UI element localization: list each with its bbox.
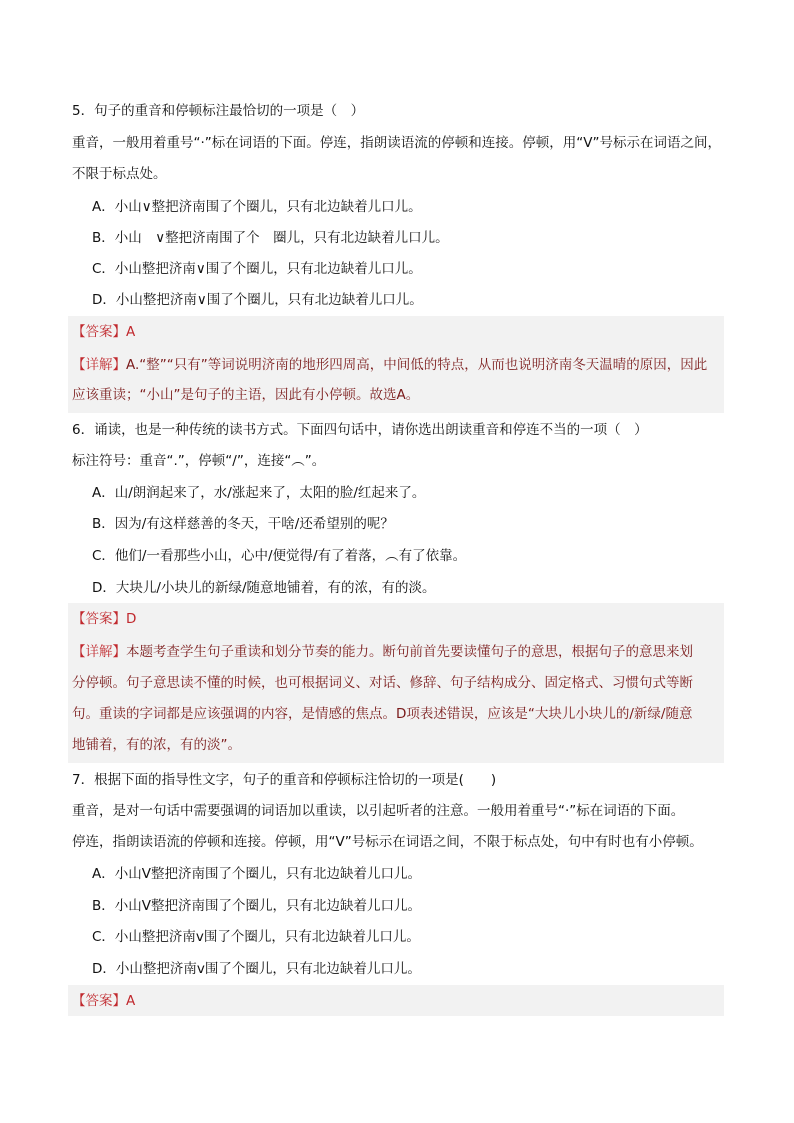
q5-option-b: B．小山 ∨整把济南围了个 圈儿，只有北边缺着儿口儿。: [92, 230, 449, 246]
q6-detail-text-1: 本题考查学生句子重读和划分节奏的能力。断句前首先要读懂句子的意思，根据句子的意思来划: [126, 644, 693, 660]
q5-detail-label: 【详解】: [72, 357, 126, 373]
q5-detail-line-2: 应该重读；“小山”是句子的主语，因此有小停顿。故选A。: [72, 387, 420, 403]
q6-detail-label: 【详解】: [72, 644, 126, 660]
q6-detail-line-3: 句。重读的字词都是应该强调的内容，是情感的焦点。D项表述错误，应该是“大块儿小块儿的/新绿/随意: [72, 706, 693, 722]
q7-option-c: C．小山整把济南v围了个圈儿，只有北边缺着儿口儿。: [92, 929, 420, 945]
q6-answer-label: 【答案】: [72, 611, 126, 627]
q6-option-b: B．因为/有这样慈善的冬天，干啥/还希望别的呢？: [92, 516, 394, 532]
q5-detail-text-1: A.“整”“只有”等词说明济南的地形四周高，中间低的特点，从而也说明济南冬天温晴的原因，因此: [126, 357, 708, 373]
q6-detail-line-2: 分停顿。句子意思读不懂的时候，也可根据词义、对话、修辞、句子结构成分、固定格式、习惯句式等断: [72, 675, 693, 691]
q5-stem: 5．句子的重音和停顿标注最恰切的一项是（ ）: [72, 103, 365, 119]
q7-answer-value: A: [126, 993, 136, 1009]
q5-option-c: C．小山整把济南∨围了个圈儿，只有北边缺着儿口儿。: [92, 261, 422, 277]
q5-answer-value: A: [126, 324, 136, 340]
q7-option-b: B．小山V整把济南围了个圈儿，只有北边缺着儿口儿。: [92, 898, 421, 914]
q6-option-d: D．大块儿/小块儿的新绿/随意地铺着，有的浓，有的淡。: [92, 580, 436, 596]
q7-answer: [72, 991, 724, 1011]
q5-answer: [72, 322, 724, 342]
q6-stem: 6．诵读，也是一种传统的读书方式。下面四句话中，请你选出朗读重音和停连不当的一项（ ）: [72, 422, 648, 438]
q5-answer-label: 【答案】: [72, 324, 126, 340]
q6-answer: [72, 609, 724, 629]
q6-option-c: C．他们/一看那些小山，心中/便觉得/有了着落，︵有了依靠。: [92, 548, 467, 564]
q7-intro-line-2: 停连，指朗读语流的停顿和连接。停顿，用“V”号标示在词语之间，不限于标点处，句中有时也有小停顿。: [72, 834, 703, 850]
q5-intro-line-1: 重音，一般用着重号“·”标在词语的下面。停连，指朗读语流的停顿和连接。停顿，用“V”号标示在词语之间，: [72, 135, 722, 151]
q5-option-a: A．小山∨整把济南围了个圈儿，只有北边缺着儿口儿。: [92, 199, 422, 215]
q7-stem: 7．根据下面的指导性文字，句子的重音和停顿标注恰切的一项是( ): [72, 772, 497, 788]
q5-detail-line-1: [72, 355, 724, 375]
q5-intro-line-2: 不限于标点处。: [72, 166, 167, 182]
q7-intro-line-1: 重音，是对一句话中需要强调的词语加以重读，以引起听者的注意。一般用着重号“·”标在词语的下面。: [72, 803, 685, 819]
q6-intro-line-1: 标注符号：重音“.”，停顿“/”，连接“︵”。: [72, 453, 326, 469]
q7-option-d: D．小山整把济南v围了个圈儿，只有北边缺着儿口儿。: [92, 961, 421, 977]
q6-detail-line-4: 地铺着，有的浓，有的淡”。: [72, 737, 241, 753]
q7-answer-label: 【答案】: [72, 993, 126, 1009]
q6-detail-line-1: [72, 642, 724, 662]
q6-option-a: A．山/朗润起来了，水/涨起来了，太阳的脸/红起来了。: [92, 485, 426, 501]
q7-option-a: A．小山V整把济南围了个圈儿，只有北边缺着儿口儿。: [92, 866, 421, 882]
q6-answer-value: D: [126, 611, 137, 627]
q5-option-d: D．小山整把济南∨围了个圈儿，只有北边缺着儿口儿。: [92, 292, 423, 308]
